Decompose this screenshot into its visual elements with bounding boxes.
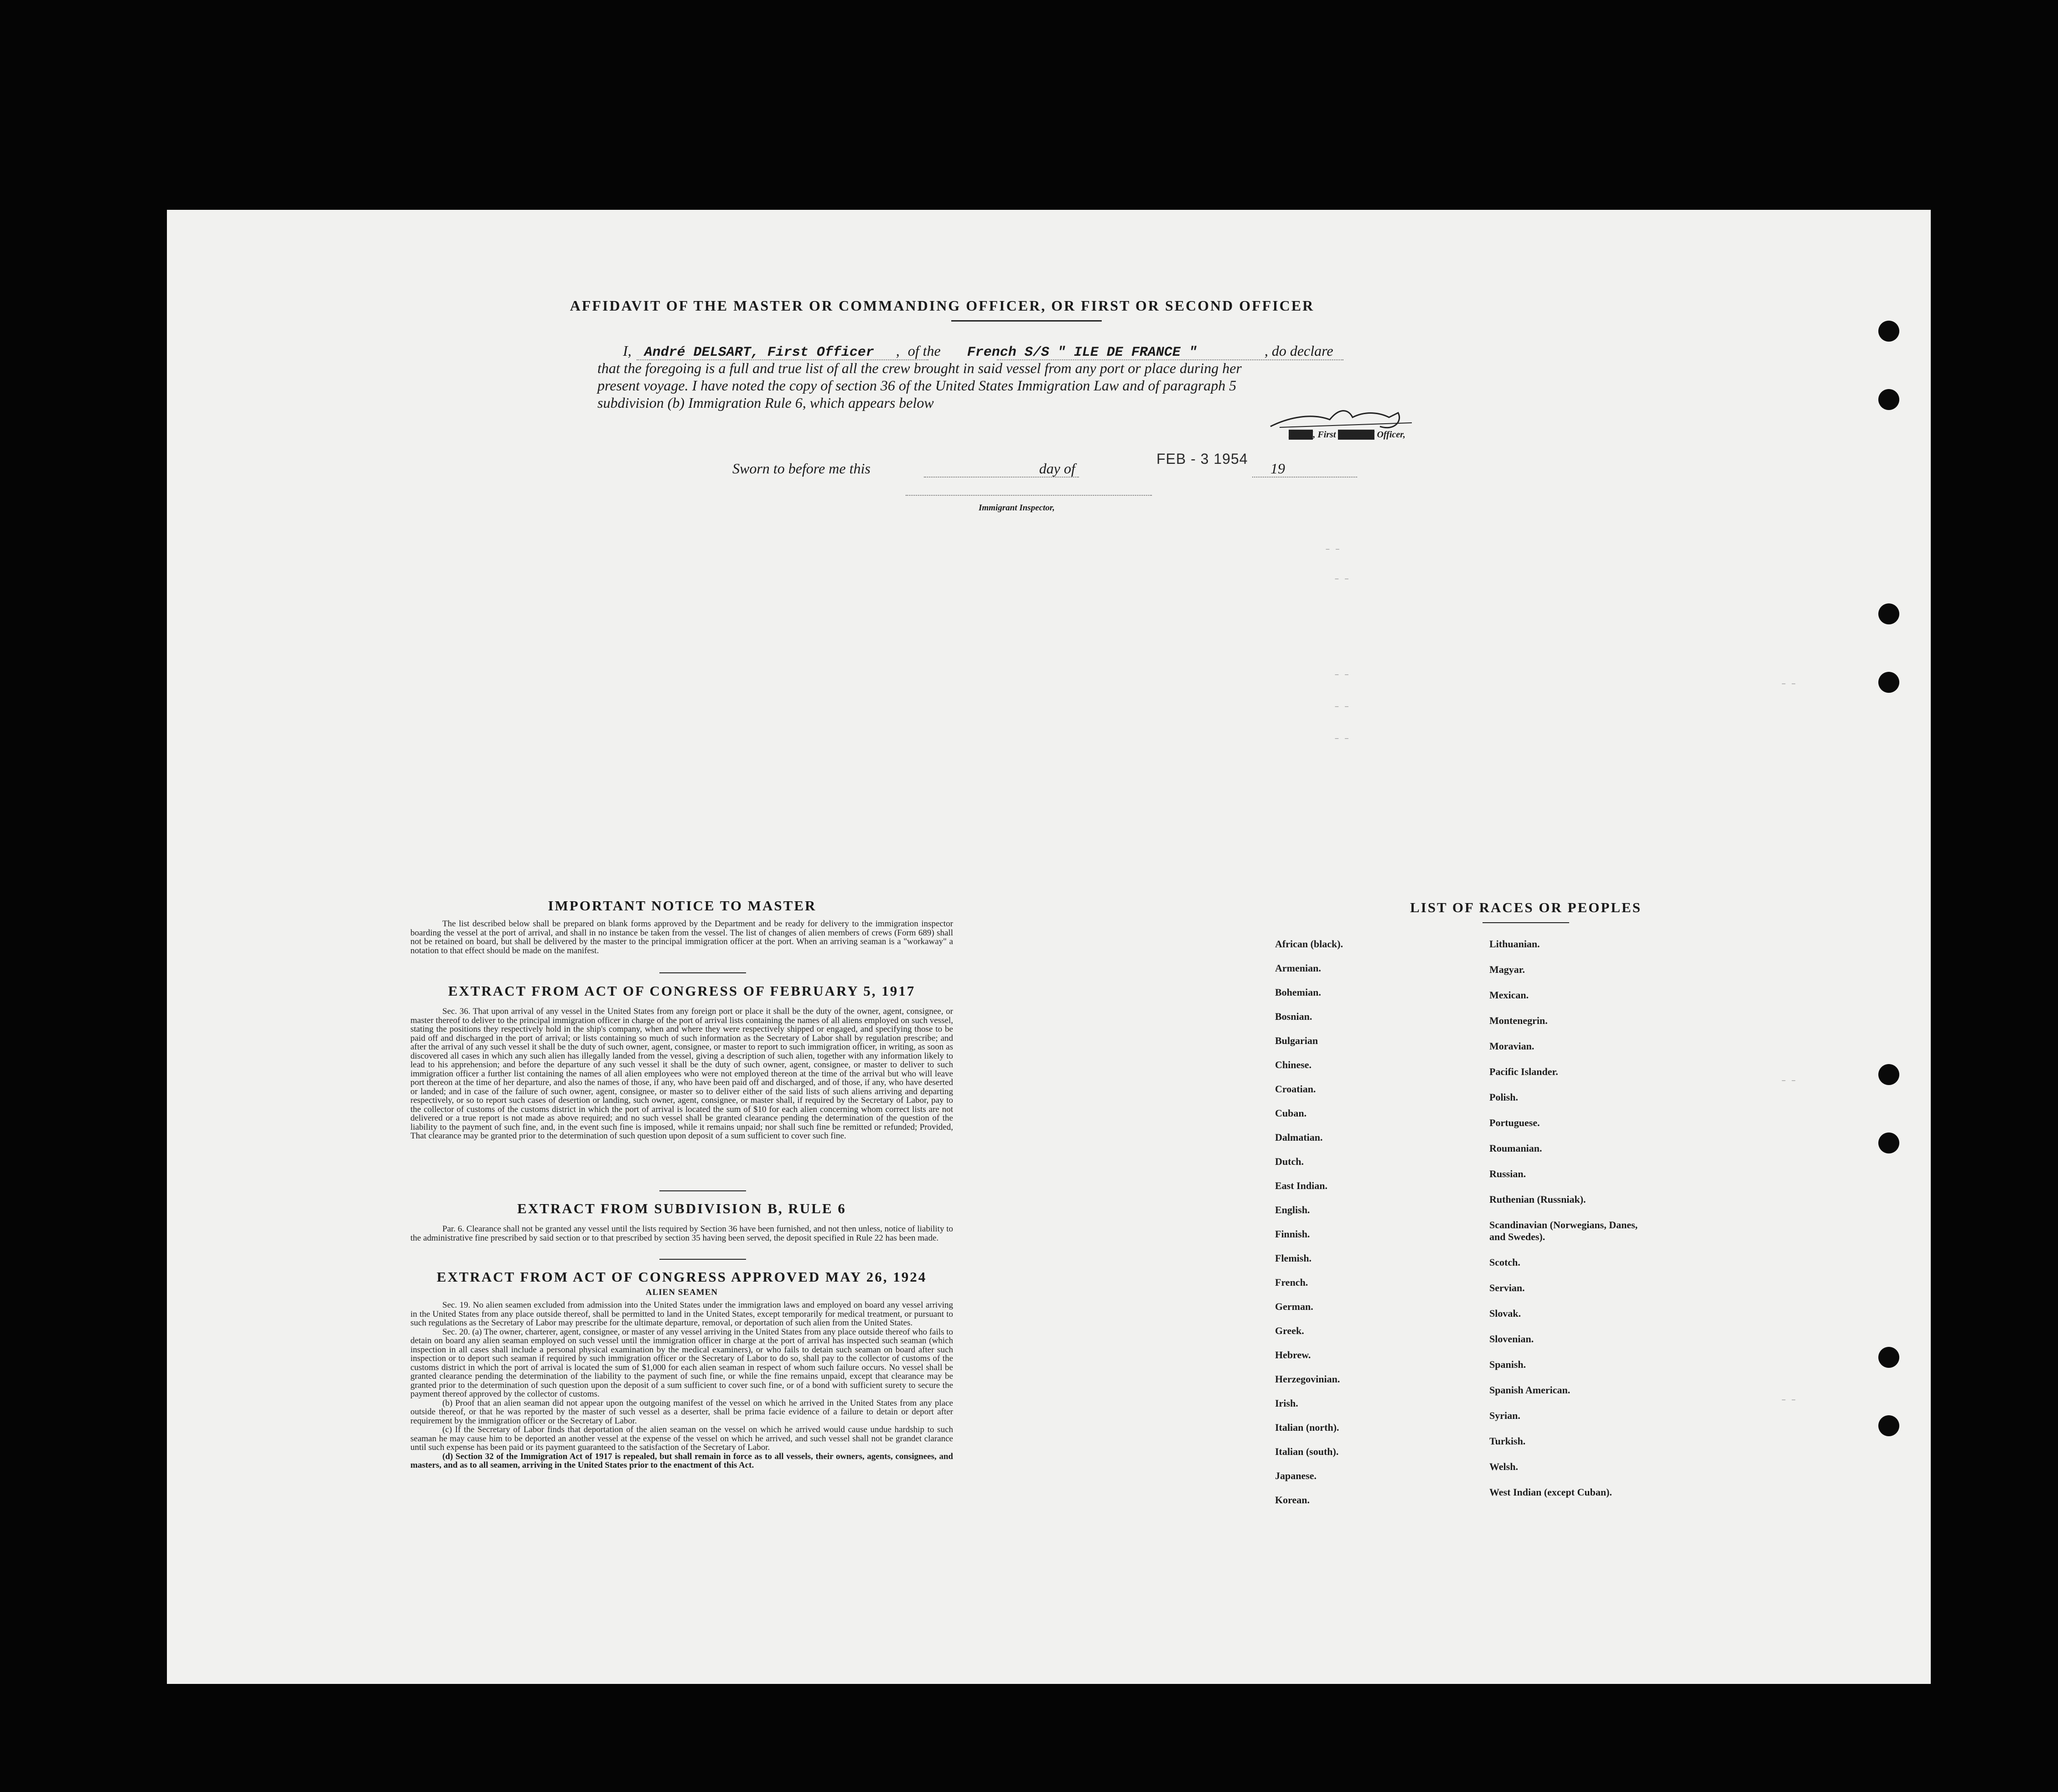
section-divider xyxy=(659,1259,746,1260)
manifest-page xyxy=(167,210,1931,1684)
race-item: African (black). xyxy=(1275,938,1343,950)
race-item: French. xyxy=(1275,1277,1308,1288)
sworn-label: Sworn to before me this xyxy=(732,460,871,477)
race-item: Herzegovinian. xyxy=(1275,1373,1340,1385)
race-item: Polish. xyxy=(1489,1091,1518,1103)
declaration-line-2: that the foregoing is a full and true list of all the crew brought in said vessel from any port or place during her xyxy=(597,360,1242,376)
race-item: Armenian. xyxy=(1275,962,1321,974)
race-item: Dutch. xyxy=(1275,1156,1304,1167)
race-item: Bosnian. xyxy=(1275,1011,1312,1022)
race-item: Russian. xyxy=(1489,1168,1526,1179)
race-item: Lithuanian. xyxy=(1489,938,1540,950)
officer-name: André DELSART, First Officer xyxy=(644,345,874,360)
date-stamp: FEB - 3 1954 xyxy=(1156,451,1248,467)
race-item: German. xyxy=(1275,1301,1313,1312)
race-item: East Indian. xyxy=(1275,1180,1327,1191)
race-item: Spanish American. xyxy=(1489,1384,1571,1396)
bleed-through-mark: – – xyxy=(1334,670,1349,680)
binder-hole xyxy=(1878,389,1899,410)
notice-text: The list described below shall be prepared on blank forms approved by the Department and be ready for delivery to the immigration inspector boarding the vessel at the port of arrival, and shall in no instance be taken from the vessel. The list of changes of alien members of crews (Form 689) shall not be retained on board, but shall be delivered by the master to the principal immigration officer at the port. When an arriving seaman is a "workaway" a notation to that effect should be made on the manifest. xyxy=(410,919,953,956)
inspector-signature-line xyxy=(906,495,1152,496)
bleed-through-mark: – – xyxy=(1334,734,1349,743)
declaration-line-3: present voyage. I have noted the copy of section 36 of the United States Immigration Law and of paragraph 5 xyxy=(597,377,1237,394)
race-item: Servian. xyxy=(1489,1282,1525,1293)
section-divider xyxy=(659,972,746,973)
sworn-line xyxy=(732,460,1553,477)
race-item: West Indian (except Cuban). xyxy=(1489,1486,1612,1498)
section-20-a: Sec. 20. (a) The owner, charterer, agent, consignee, or master of any vessel arriving in the United States from any place outside thereof who fails to detain on board any alien seaman employed on such vessel until the immigration officer in charge at the port of arrival has inspected such seaman (which inspection in all cases shall include a personal physical examination by the medical examiners), or who fails to detain such seaman on board after such inspection or to deport such seaman if required by such immigration officer or the Secretary of Labor to do so, shall pay to the collector of customs of the customs district in which the port of arrival is located the sum of $1,000 for each alien seaman in respect of whom such failure occurs. No vessel shall be granted clearance pending the determination of the liability to the payment of such fine, or while the fine remains unpaid, except that clearance may be granted prior to the determination of such question upon the deposit of a sum sufficient to cover such fine, or of a bond with sufficient surety to secure the payment thereof approved by the collector of customs. xyxy=(410,1327,953,1399)
bleed-through-mark: – – xyxy=(1781,1076,1796,1086)
race-item: Italian (south). xyxy=(1275,1446,1339,1457)
rule-6-text: Par. 6. Clearance shall not be granted any vessel until the lists required by Section 36 have been furnished, and not then unless, notice of liability to the administrative fine prescribed by said section or to that prescribed by section 35 having been served, the deposit specified in Rule 22 has been made. xyxy=(410,1224,953,1243)
race-item: Japanese. xyxy=(1275,1470,1317,1481)
notice-title: IMPORTANT NOTICE TO MASTER xyxy=(548,898,817,914)
race-item: Hebrew. xyxy=(1275,1349,1311,1361)
binder-hole xyxy=(1878,321,1899,342)
race-item: Pacific Islander. xyxy=(1489,1066,1558,1077)
race-item: Irish. xyxy=(1275,1397,1298,1409)
race-item: Dalmatian. xyxy=(1275,1132,1323,1143)
race-item: Syrian. xyxy=(1489,1410,1520,1421)
of-the-label: of the xyxy=(907,343,941,359)
day-blank-line xyxy=(924,477,1079,478)
section-20-b: (b) Proof that an alien seaman did not appear upon the outgoing manifest of the vessel on which he arrived in the United States from any place outside thereof, or that he was reported by the master of such vessel as a deserter, shall be prima facie evidence of a failure to detain or deport after requirement by the immigration officer or the Secretary of Labor. xyxy=(410,1398,953,1426)
year-prefix: 19 xyxy=(1270,460,1285,477)
rule-6-title: EXTRACT FROM SUBDIVISION B, RULE 6 xyxy=(517,1200,846,1216)
bleed-through-mark: – – xyxy=(1325,545,1340,554)
affidavit-title: AFFIDAVIT OF THE MASTER OR COMMANDING OFFICER, OR FIRST OR SECOND OFFICER xyxy=(570,297,1315,314)
race-item: Bulgarian xyxy=(1275,1035,1318,1046)
race-item: Cuban. xyxy=(1275,1107,1307,1119)
extract-1924-text xyxy=(410,1301,953,1470)
race-item: Chinese. xyxy=(1275,1059,1312,1070)
race-item: Ruthenian (Russniak). xyxy=(1489,1194,1586,1205)
i-label: I, xyxy=(623,343,632,359)
alien-seamen-subtitle: ALIEN SEAMEN xyxy=(645,1288,718,1297)
bleed-through-mark: – – xyxy=(1781,1396,1796,1405)
year-blank-line xyxy=(1252,477,1357,478)
race-item: Roumanian. xyxy=(1489,1143,1542,1154)
do-declare-label: , do declare xyxy=(1264,343,1333,359)
declaration-line-1: I, André DELSART, First Officer , of the French S/S " ILE DE FRANCE " , do declare xyxy=(623,343,1333,360)
race-item: Bohemian. xyxy=(1275,987,1321,998)
race-item: Slovenian. xyxy=(1489,1333,1534,1345)
binder-hole xyxy=(1878,1132,1899,1153)
race-item: Portuguese. xyxy=(1489,1117,1540,1128)
race-item: Slovak. xyxy=(1489,1308,1521,1319)
day-of-label: day of xyxy=(1039,460,1075,477)
signature-caption: XXXX, First XXXXXX Officer, xyxy=(1289,430,1405,440)
race-item: Croatian. xyxy=(1275,1083,1316,1095)
race-item: Finnish. xyxy=(1275,1228,1310,1240)
bleed-through-mark: – – xyxy=(1334,702,1349,712)
extract-1917-text: Sec. 36. That upon arrival of any vessel in the United States from any foreign port or place it shall be the duty of the owner, agent, consignee, or master thereof to deliver to the principal immigration officer in charge of the port of arrival lists containing the names of all aliens employed on such vessel, stating the positions they respectively hold in the ship's company, when and where they were respectively shipped or engaged, and specifying those to be paid off and discharged in the port of arrival; or lists containing so much of such information as the Secretary of Labor shall by regulation prescribe; and after the arrival of any such vessel it shall be the duty of such owner, agent, consignee, or master to report to such immigration officer, in writing, as soon as discovered all cases in which any such alien has illegally landed from the vessel, giving a description of such alien, together with any information likely to lead to his apprehension; and before the departure of any such vessel it shall be the duty of such owner, agent, consignee, or master to deliver to such immigration officer a further list containing the names of all alien employees who were not employed thereon at the time of the arrival but who will leave port thereon at the time of her departure, and also the names of those, if any, who have been paid off and discharged, and of those, if any, who have deserted or landed; and in case of the failure of such owner, agent, consignee, or master so to deliver either of the said lists of such aliens arriving and departing respectively, or so to report such cases of desertion or landing, such owner, agent, consignee, or master shall, if required by the Secretary of Labor, pay to the collector of customs of the customs district in which the port of arrival is located the sum of $10 for each alien concerning whom correct lists are not delivered or a true report is not made as above required; and no such vessel shall be granted clearance pending the determination of the question of the liability to the payment of such fine, and, in the event such fine is imposed, while it remains unpaid; nor shall such fine be remitted or refunded; Provided, That clearance may be granted prior to the determination of such question upon deposit of a sum sufficient to cover such fine. xyxy=(410,1007,953,1141)
binder-hole xyxy=(1878,1347,1899,1368)
race-item: Magyar. xyxy=(1489,964,1525,975)
section-divider xyxy=(659,1190,746,1191)
race-item: Italian (north). xyxy=(1275,1422,1339,1433)
race-item: Welsh. xyxy=(1489,1461,1518,1472)
section-20-c: (c) If the Secretary of Labor finds that deportation of the alien seaman on the vessel on which he arrived would cause undue hardship to such seaman he may cause him to be deported an another vessel at the expense of the vessel on which he arrived, and such vessel shall not be grandet clarance until such expense has been paid or its payment guaranteed to the satisfaction of the Secretary of Labor. xyxy=(410,1425,953,1452)
race-item: Scotch. xyxy=(1489,1257,1520,1268)
race-item: Greek. xyxy=(1275,1325,1304,1336)
inspector-label: Immigrant Inspector, xyxy=(979,503,1055,513)
races-title: LIST OF RACES OR PEOPLES xyxy=(1410,899,1642,915)
race-item: Scandinavian (Norwegians, Danes, and Swedes). xyxy=(1489,1219,1638,1242)
vessel-name: French S/S " ILE DE FRANCE " xyxy=(967,345,1197,360)
race-item: Spanish. xyxy=(1489,1359,1526,1370)
races-title-underline xyxy=(1483,922,1569,923)
race-item: Montenegrin. xyxy=(1489,1015,1548,1026)
extract-1917-title: EXTRACT FROM ACT OF CONGRESS OF FEBRUARY 5, 1917 xyxy=(448,983,916,999)
binder-hole xyxy=(1878,603,1899,624)
section-20-d: (d) Section 32 of the Immigration Act of 1917 is repealed, but shall remain in force as to all vessels, their owners, agents, consignees, and masters, and as to all seamen, arriving in the United States prior to the enactment of this Act. xyxy=(410,1451,953,1470)
section-19: Sec. 19. No alien seamen excluded from admission into the United States under the immigration laws and employed on board any vessel arriving in the United States from any place outside thereof, shall be permitted to land in the United States, except temporarily for medical treatment, or pursuant to such regulations as the Secretary of Labor may prescribe for the ultimate departure, removal, or deportation of such alien from the United States. xyxy=(410,1300,953,1328)
race-item: English. xyxy=(1275,1204,1310,1215)
declaration-line-4: subdivision (b) Immigration Rule 6, which appears below xyxy=(597,395,934,411)
binder-hole xyxy=(1878,672,1899,693)
bleed-through-mark: – – xyxy=(1781,680,1796,689)
race-item: Mexican. xyxy=(1489,989,1529,1001)
race-item: Turkish. xyxy=(1489,1435,1526,1447)
binder-hole xyxy=(1878,1064,1899,1085)
binder-hole xyxy=(1878,1415,1899,1436)
race-item: Moravian. xyxy=(1489,1040,1534,1052)
race-item: Flemish. xyxy=(1275,1252,1312,1264)
race-item: Korean. xyxy=(1275,1494,1310,1506)
title-underline xyxy=(951,320,1102,322)
extract-1924-title: EXTRACT FROM ACT OF CONGRESS APPROVED MAY 26, 1924 xyxy=(436,1269,927,1285)
bleed-through-mark: – – xyxy=(1334,575,1349,584)
